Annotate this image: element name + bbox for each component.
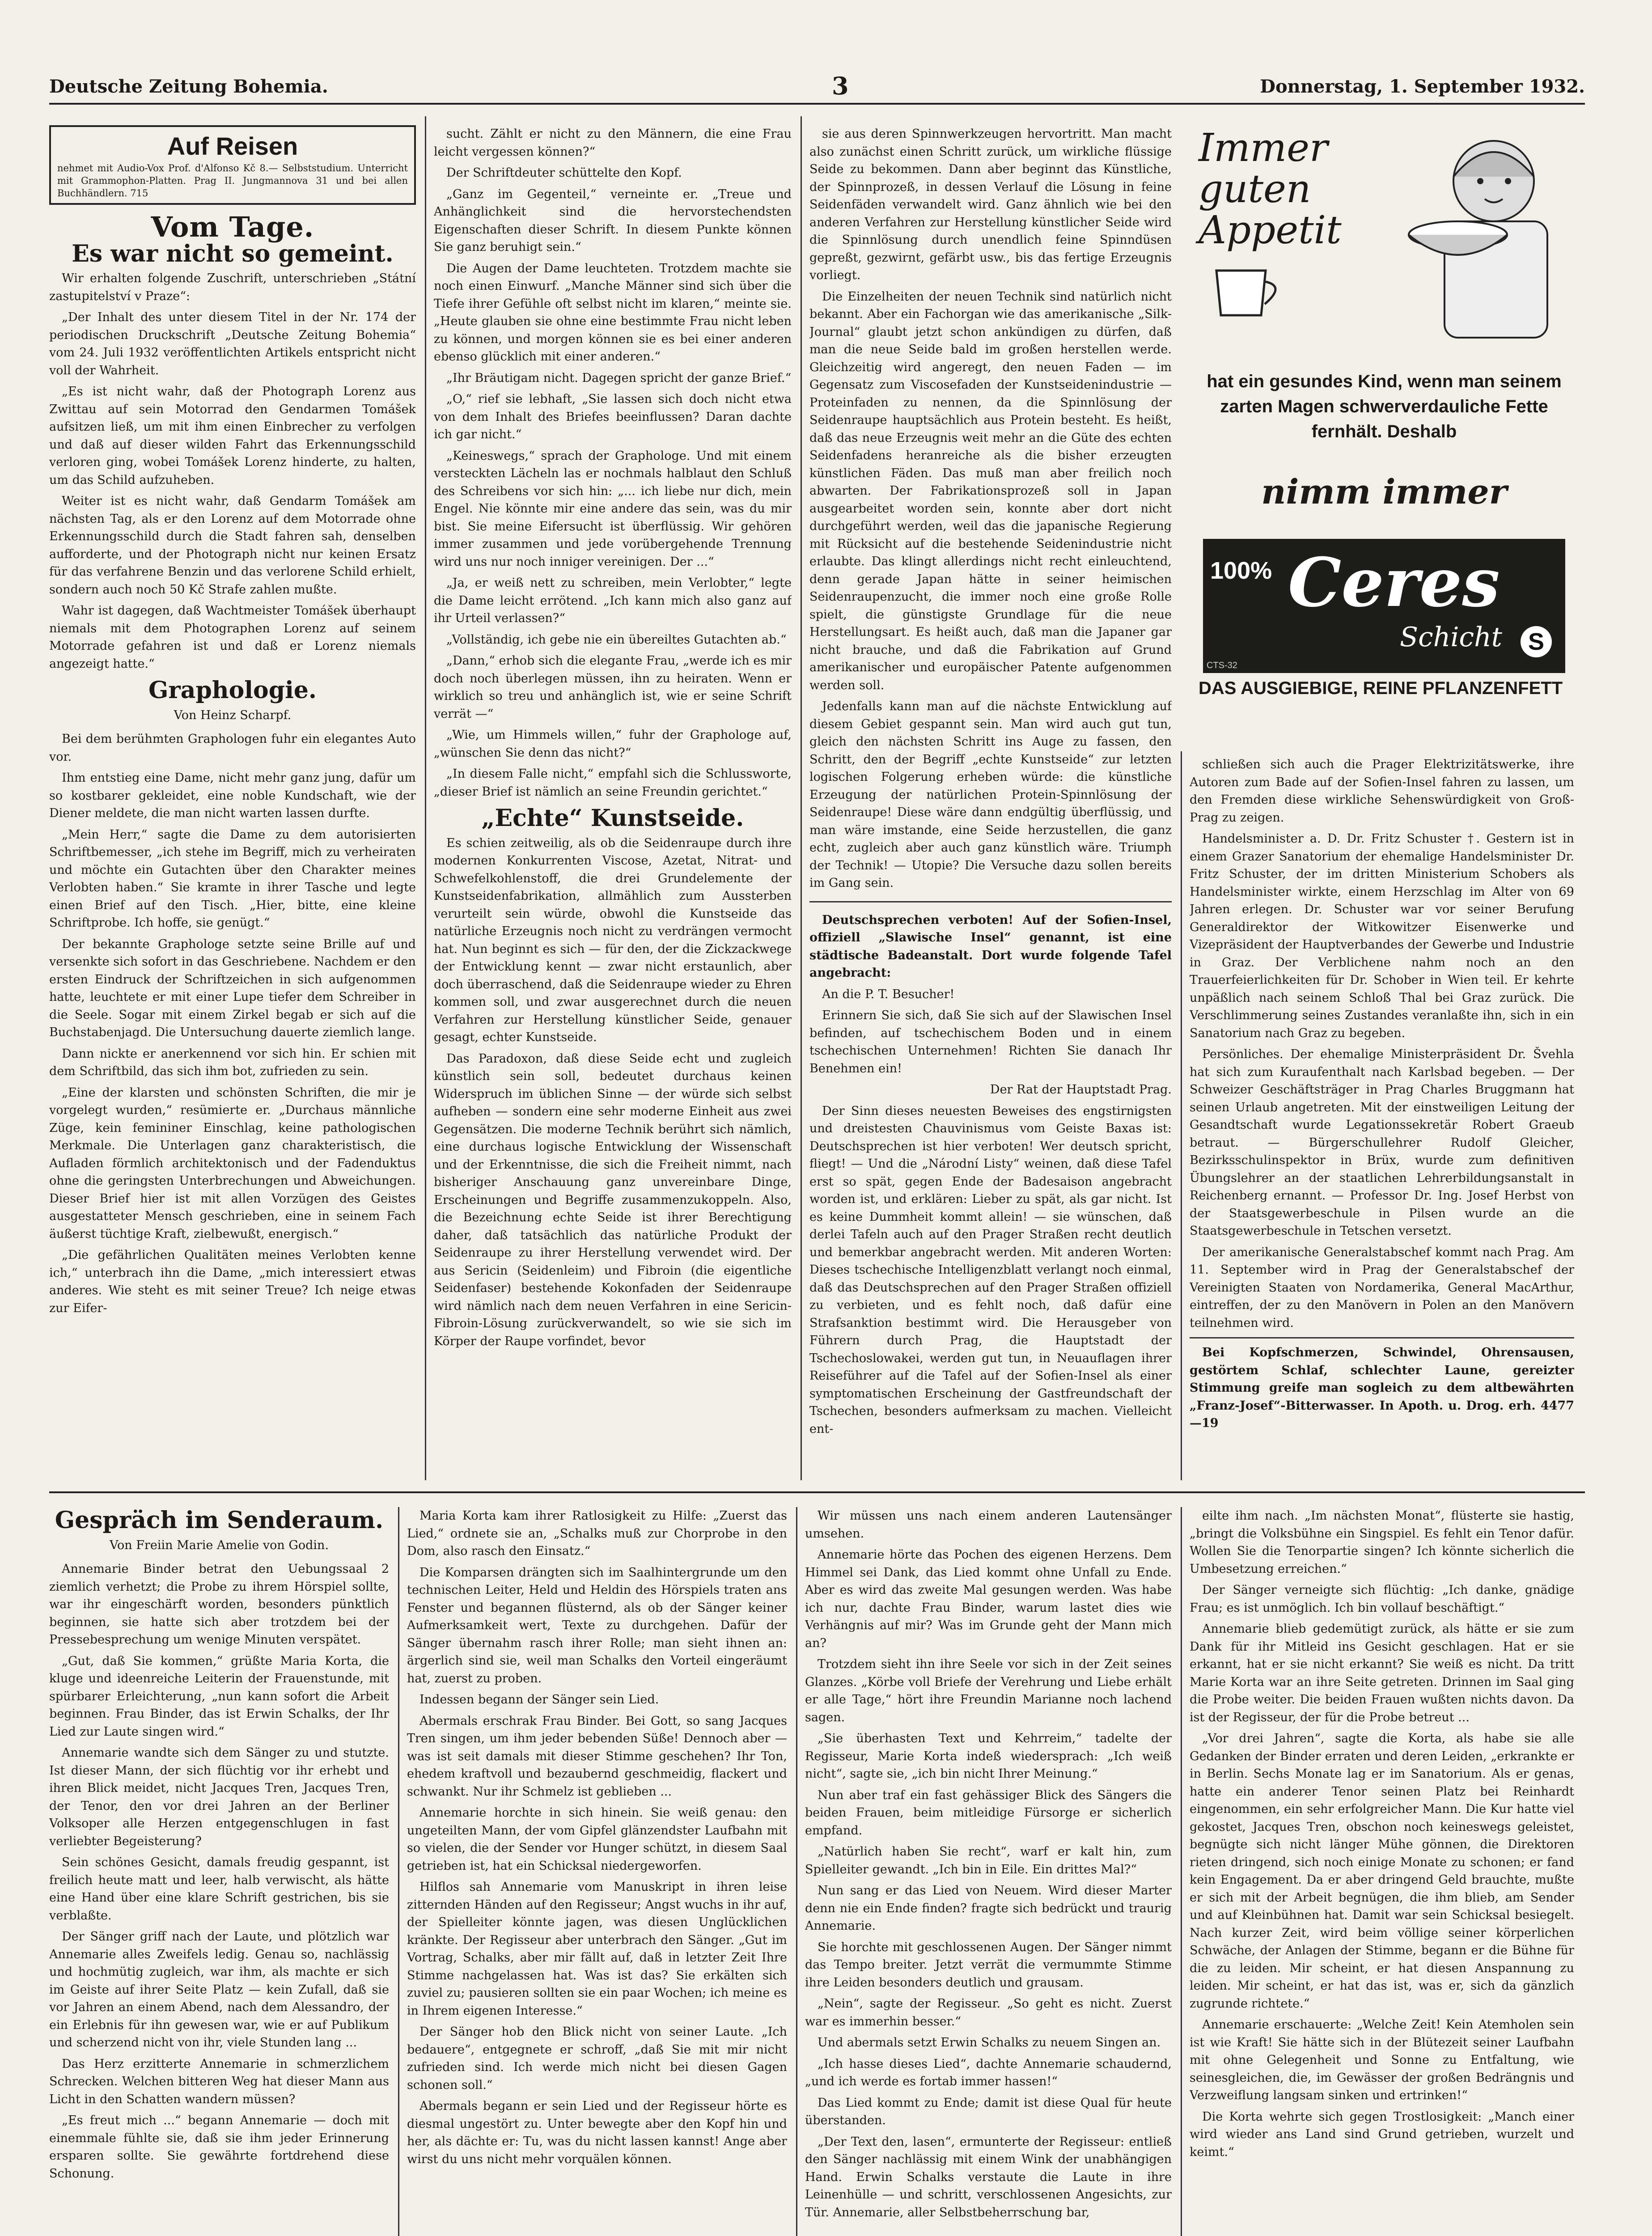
child-illustration [1391, 127, 1570, 342]
paragraph: Indessen begann der Sänger sein Lied. [419, 1693, 659, 1707]
page-number: 3 [832, 72, 849, 100]
paragraph: sie aus deren Spinnwerkzeugen hervortritt. Man macht also zunächst einen Schritt zurück, um wirkliche flüssige Seide zu bekommen. Dann aber beginnt das Künstliche, der Spinnprozeß, in dessen Verlauf die Lösung in feine Seidenfäden verwandelt wird. Ganz ähnlich wie bei den anderen Verfahren zur Herstellung künstlicher Seide wird die Spinnlösung durch unendlich feine Spinndüsen gepreßt, gezwirnt, gefärbt usw., bis das fertige Erzeugnis vorliegt. [809, 127, 1172, 282]
paragraph: Sein schönes Gesicht, damals freudig gespannt, ist freilich heute matt und leer, halb verwischt, als hätte eine Hand über eine klare Schrift gestrichen, bis sie verblaßte. [49, 1855, 389, 1923]
paragraph: Sie horchte mit geschlossenen Augen. Der Sänger nimmt das Tempo breiter. Jetzt verrät die vermummte Stimme ihre Leiden besonders deutlich und grausam. [805, 1940, 1172, 1990]
column-rule [425, 116, 426, 1480]
paragraph: Annemarie erschauerte: „Welche Zeit! Kein Atemholen sein ist wie Kraft! Sie hätte sich in der Blütezeit seiner Laufbahn mit ohne Gelegenheit und Sonne zu Entfaltung, wie seinesgleichen, die, im Gewässer der großen Bedrängnis und Verzweiflung langsam sinken und ertrinken!“ [1190, 2018, 1574, 2102]
ad-code: CTS-32 [1207, 661, 1237, 670]
ceres-brand: Ceres [1288, 543, 1500, 622]
paragraph: Der Schriftdeuter schüttelte den Kopf. [446, 166, 682, 180]
paragraph: „Natürlich haben Sie recht“, warf er kalt hin, zum Spielleiter gewandt. „Ich bin in Eile. Ein drittes Mal?“ [805, 1845, 1172, 1876]
paragraph: „Gut, daß Sie kommen,“ grüßte Maria Korta, die kluge und ideenreiche Leiterin der Frauenstunde, mit spürbarer Erleichterung, „nun kann sofort die Arbeit beginnen. Frau Binder, das ist Erwin Schalks, der Ihr Lied zur Laute singen wird.“ [49, 1654, 389, 1739]
ad-box-text: nehmet mit Audio-Vox Prof. d'Alfonso Kč 8.— Selbststudium. Unterricht mit Grammophon-Platten. Prag II. Jungmannova 31 und bei allen Buchhändlern. 715 [57, 163, 408, 199]
paragraph: „Dann,“ erhob sich die elegante Frau, „werde ich es mir doch noch überlegen müssen, ihn zu heiraten. Wenn er wirklich so treu und anhänglich ist, wie er seine Schrift verrät —“ [434, 654, 792, 721]
paragraph: Ihm entstieg eine Dame, nicht mehr ganz jung, dafür um so kostbarer gekleidet, eine noble Kundschaft, wie der Diener meldete, die man nicht warten lassen durfte. [49, 771, 416, 820]
notice-signature: Der Rat der Hauptstadt Prag. [990, 1083, 1172, 1097]
column-rule [796, 1507, 797, 2236]
paragraph: Wir erhalten folgende Zuschrift, unterschrieben „Státní zastupitelství v Praze“: [49, 271, 416, 303]
paragraph: Trotzdem sieht ihn ihre Seele vor sich in der Zeit seines Glanzes. „Körbe voll Briefe der Verehrung und Liebe erhält er alle Tage,“ hört ihre Freundin Marianne noch lachend sagen. [805, 1657, 1172, 1724]
ceres-percent: 100% [1210, 557, 1272, 584]
paragraph: Bei dem berühmten Graphologen fuhr ein elegantes Auto vor. [49, 732, 416, 764]
column-rule [801, 116, 802, 1480]
paragraph: „O,“ rief sie lebhaft, „Sie lassen sich doch nicht etwa von dem Inhalt des Briefes beeinflussen? Daran dachte ich gar nicht.“ [434, 392, 792, 441]
paragraph: Der Sänger verneigte sich flüchtig: „Ich danke, gnädige Frau; es ist unmöglich. Ich bin vollauf beschäftigt.“ [1190, 1583, 1574, 1615]
paragraph: Das Paradoxon, daß diese Seide echt und zugleich künstlich sein soll, bedeutet durchaus keinen Widerspruch im üblichen Sinne — der würde sich selbst aufheben — sondern eine sehr moderne Einheit aus zwei Gegensätzen. Die moderne Technik berührt sich nämlich, eine durchaus logische Entwicklung der Wissenschaft und der Erkenntnisse, die sich die Freiheit nimmt, nach bisheriger Anschauung ganz unvereinbare Dinge, Erscheinungen und Begriffe zusammenzukoppeln. Also, die Bezeichnung echte Seide ist ihrer Berechtigung daher, daß tatsächlich das natürliche Produkt der Seidenraupe zu ihrer Herstellung verwendet wird. Der aus Sericin (Seidenleim) und Fibroin (die eigentliche Seidenfaser) bestehende Kokonfaden der Seidenraupe wird nämlich nach dem neuen Verfahren in eine Sericin-Fibroin-Lösung zurückverwandelt, so wie sie sich im Körper der Raupe vorfindet, bevor [434, 1051, 792, 1348]
paragraph: Annemarie Binder betrat den Uebungssaal 2 ziemlich verhetzt; die Probe zu ihrem Hörspiel sollte, war ihr eingeschärft worden, besonders pünktlich beginnen, sie hatte sich aber trotzdem bei der Pressebesprechung um wenige Minuten verspätet. [49, 1562, 389, 1647]
paragraph: Nun sang er das Lied von Neuem. Wird dieser Marter denn nie ein Ende finden? fragte sich bedrückt und traurig Annemarie. [805, 1884, 1172, 1933]
paragraph: Die Augen der Dame leuchteten. Trotzdem machte sie noch einen Einwurf. „Manche Männer sind sich über die Tiefe ihrer Gefühle oft selbst nicht im klaren,“ meinte sie. „Heute glauben sie ohne eine bestimmte Frau nicht leben zu können, und morgen können sie es bei einer anderen ebenso glücklich mit einer anderen.“ [434, 261, 792, 364]
paragraph: „Ihr Bräutigam nicht. Dagegen spricht der ganze Brief.“ [446, 371, 792, 385]
ceres-logo [1203, 539, 1565, 673]
article-headline: „Echte“ Kunstseide. [481, 805, 744, 832]
byline: Von Heinz Scharpf. [174, 708, 292, 722]
paragraph: „Sie überhasten Text und Kehrreim,“ tadelte der Regisseur, Marie Korta indeß wiedersprach: „Ich weiß nicht“, sagte sie, „ich bin nicht Ihrer Meinung.“ [805, 1732, 1172, 1781]
paragraph: sucht. Zählt er nicht zu den Männern, die eine Frau leicht vergessen können?“ [434, 127, 792, 159]
paragraph: Abermals begann er sein Lied und der Regisseur hörte es diesmal ungestört zu. Unter bewegte aber den Kopf hin und her, als dächte er: Tu, was du nicht lassen kannst! Ange aber wirst du uns nicht mehr vorquälen können. [407, 2099, 787, 2166]
column-rule [398, 1507, 399, 2236]
paragraph: Weiter ist es nicht wahr, daß Gendarm Tomášek am nächsten Tag, als er den Lorenz auf dem Motorrade ohne Erkennungsschild durch die Stadt fahren sah, denselben aufforderte, und der Photograph nicht nur keinen Ersatz für das verfahrene Benzin und das verlorene Schild erhielt, sondern auch noch 50 Kč Strafe zahlen mußte. [49, 494, 416, 597]
paragraph: Der Sänger griff nach der Laute, und plötzlich war Annemarie alles Zweifels ledig. Genau so, nachlässig und hochmütig zugleich, war ihm, als machte er sich im Geiste auf ihrer Seite Platz — kein Zufall, daß sie vor Jahren an einem Abend, nach dem Alessandro, der ein Erlebnis für ihn gewesen war, wie er auf Publikum und scherzend nicht von ihr, viele Stunden lang ... [49, 1930, 389, 2050]
paragraph: Der bekannte Graphologe setzte seine Brille auf und versenkte sich sofort in das Geschriebene. Nachdem er den ersten Eindruck der Schriftzeichen in sich aufgenommen hatte, leuchtete er mit einer Lupe tiefer dem Schreiber in die Seele. Sogar mit einem Zirkel begab er sich auf die Buchstabenjagd. Die Untersuchung dauerte ziemlich lange. [49, 937, 416, 1039]
article-headline: Es war nicht so gemeint. [72, 240, 394, 267]
paragraph: Das Herz erzitterte Annemarie in schmerzlichem Schrecken. Welchen bitteren Weg hat dieser Mann aus Licht in den Schatten wandern müssen? [49, 2057, 389, 2106]
ad-box-title: Auf Reisen [167, 132, 298, 160]
paragraph: „Eine der klarsten und schönsten Schriften, die mir je vorgelegt wurden,“ resümierte er. „Durchaus männliche Züge, kein femininer Einschlag, keine pathologischen Merkmale. Die Unterlagen ganz charakteristisch, die Aufladen förmlich architektonisch und der Fadenduktus ohne die geringsten Unterbrechungen und Abweichungen. Dieser Brief hier ist mit allen Vorzügen des Geistes ausgestatteter Mensch geschrieben, eine in seinem Fach äußerst tüchtige Kraft, zielbewußt, energisch.“ [49, 1085, 416, 1241]
feuilleton-column-1 [49, 1507, 389, 2236]
paragraph: Jedenfalls kann man auf die nächste Entwicklung auf diesem Gebiet gespannt sein. Man wird auch gut tun, gleich den nächsten Schritt ins Auge zu fassen, den Schritt, den der Begriff „echte Kunstseide“ zur letzten logischen Folgerung erheben würde: die künstliche Erzeugung der natürlichen Protein-Spinnlösung der Seidenraupe! Diese wäre dann endgültig überflüssig, und man wäre imstande, eine Seide herzustellen, die ganz echt, zugleich aber auch ganz künstlich wäre. Triumph der Technik! — Utopie? Die Versuche dazu sollen bereits im Gang sein. [809, 699, 1172, 890]
column-rule [1181, 751, 1182, 1480]
article-headline: Graphologie. [148, 677, 317, 704]
paragraph: „In diesem Falle nicht,“ empfahl sich die Schlussworte, „dieser Brief ist nämlich an seine Freundin gerichtet.“ [434, 767, 792, 799]
section-rule [49, 1491, 1585, 1493]
paragraph: „Es ist nicht wahr, daß der Photograph Lorenz aus Zwittau auf sein Motorrad den Gendarmen Tomášek aufsitzen ließ, um mit ihm einen Einbrecher zu verfolgen und daß auf dieser wilden Fahrt das Erkennungsschild verloren ging, wobei Tomášek Lorenz hinderte, zu halten, um das Schild aufzuheben. [49, 385, 416, 487]
paragraph: Wahr ist dagegen, daß Wachtmeister Tomášek überhaupt niemals mit dem Photographen Lorenz auf seinem Motorrade gefahren ist und daß er Lorenz niemals angezeigt hatte.“ [49, 604, 416, 671]
paragraph: Die Korta wehrte sich gegen Trostlosigkeit: „Manch einer wird wieder ans Land sind Grund getrieben, wurzelt und keimt.“ [1190, 2109, 1574, 2159]
issue-date: Donnerstag, 1. September 1932. [1260, 76, 1585, 97]
ad-cta: nimm immer [1261, 472, 1507, 512]
column-4 [1190, 756, 1574, 1485]
column-1 [49, 125, 416, 1485]
paragraph: „Keineswegs,“ sprach der Graphologe. Und mit einem versteckten Lächeln las er nochmals halblaut den Schluß des Schreibens vor sich hin: „... ich liebe nur dich, mein Engel. Nie könnte mir eine andere das sein, was du mir bist. Sie meine Eifersucht ist überflüssig. Wir gehören immer zusammen und jede vorübergehende Trennung wird uns nur noch inniger vereinigen. Der ...“ [434, 449, 792, 569]
ad-body: hat ein gesundes Kind, wenn man seinem zarten Magen schwerverdauliche Fette fernhält. Deshalb [1207, 372, 1562, 441]
paragraph: Maria Korta kam ihrer Ratlosigkeit zu Hilfe: „Zuerst das Lied,“ ordnete sie an, „Schalks muß zur Chorprobe in den Dom, also rasch den Einsatz.“ [407, 1509, 787, 1558]
notice-heading: An die P. T. Besucher! [822, 987, 955, 1001]
paragraph: Deutschsprechen verboten! Auf der Sofien-Insel, offiziell „Slawische Insel“ genannt, ist eine städtische Badeanstalt. Dort wurde folgende Tafel angebracht: [809, 913, 1172, 980]
notice-text: Erinnern Sie sich, daß Sie sich auf der Slawischen Insel befinden, auf tschechischem Boden und in einem tschechischen Unternehmen! Richten Sie danach Ihr Benehmen ein! [809, 1008, 1172, 1076]
feuilleton-column-4 [1190, 1507, 1574, 2236]
paragraph: Und abermals setzt Erwin Schalks zu neuem Singen an. [818, 2036, 1161, 2050]
paragraph: Abermals erschrak Frau Binder. Bei Gott, so sang Jacques Tren singen, um ihm jeder bebenden Süße! Dennoch aber — was ist seit damals mit dieser Stimme geschehen? Ihr Ton, ehedem kraftvoll und bezaubernd geschmeidig, flackert und schwankt. Nur ihr Schmelz ist geblieben ... [407, 1714, 787, 1799]
paragraph: „Ich hasse dieses Lied“, dachte Annemarie schaudernd, „und ich werde es fortab immer hassen!“ [805, 2057, 1172, 2088]
paragraph: eilte ihm nach. „Im nächsten Monat“, flüsterte sie hastig, „bringt die Volksbühne ein Singspiel. Es fehlt ein Tenor dafür. Wollen Sie die Tenorpartie singen? Ich könnte sicherlich die Umbesetzung erreichen.“ [1190, 1509, 1574, 1576]
ad-slogan: DAS AUSGIEBIGE, REINE PFLANZENFETT [1199, 678, 1563, 698]
paragraph: Die Komparsen drängten sich im Saalhintergrunde um den technischen Leiter, Held und Heldin des Hörspiels traten ans Fenster und begannen flüsternd, als ob der Sänger keiner Aufmerksamkeit wert, Texte zu durchgehen. Dafür der Sänger übernahm rasch ihrer Rolle; man sieht ihnen an: ärgerlich sind sie, weil man Schalks den Vorteil eingeräumt hat, zuerst zu proben. [407, 1565, 787, 1685]
paragraph: Der Sänger hob den Blick nicht von seiner Laute. „Ich bedauere“, entgegnete er schroff, „daß Sie mit mir nicht zufrieden sind. Ich werde mich nicht bei diesen Gagen schonen soll.“ [407, 2025, 787, 2092]
paragraph: „Ganz im Gegenteil,“ verneinte er. „Treue und Anhänglichkeit sind die hervorstechendsten Eigenschaften dieser Schrift. In diesem Punkte können Sie ganz beruhigt sein.“ [434, 187, 792, 254]
ceres-advertisement [1199, 127, 1570, 740]
paragraph: Es schien zeitweilig, als ob die Seidenraupe durch ihre modernen Konkurrenten Viscose, Azetat, Nitrat- und Schwefelkohlenstoff, die drei Grundelemente der Kunstseidenfabrikation, allmählich zum Aussterben verurteilt sein würde, obwohl die Kunstseide das natürliche Erzeugnis noch nicht zu verdrängen vermocht hat. Nun beginnt es sich — für den, der die Zickzackwege der Entwicklung kennt — zwar nicht erstaunlich, aber doch überraschend, daß die Seidenraupe wieder zu Ehren kommen soll, und zwar ausgerechnet durch die neuen Verfahren zur Herstellung künstlicher Seide, genauer gesagt, echter Kunstseide. [434, 836, 792, 1044]
paragraph: „Wie, um Himmels willen,“ fuhr der Graphologe auf, „wünschen Sie denn das nicht?“ [434, 728, 792, 760]
paragraph: Dann nickte er anerkennend vor sich hin. Er schien mit dem Schriftbild, das sich ihm bot, zufrieden zu sein. [49, 1046, 416, 1078]
paragraph: Annemarie wandte sich dem Sänger zu und stutzte. Ist dieser Mann, der sich flüchtig vor ihr erhebt und ihren Blick meidet, nicht Jacques Tren, Jacques Tren, der Tenor, den vor drei Jahren an der Berliner Volksoper alle Herzen entgegenschlugen in fast verliebter Begeisterung? [49, 1746, 389, 1848]
paragraph: Annemarie blieb gedemütigt zurück, als hätte er sie zum Dank für ihr Mitleid ins Gesicht geschlagen. Hat er sie erkannt, hat er sie nicht erkannt? Sie weiß es nicht. Da tritt Marie Korta war an ihre Seite getreten. Drinnen im Saal ging die Probe weiter. Die beiden Frauen wußten nichts davon. Da ist der Regisseur, der für die Probe betreut ... [1190, 1622, 1574, 1724]
paragraph: „Mein Herr,“ sagte die Dame zu dem autorisierten Schriftbemesser, „ich stehe im Begriff, mich zu verheiraten und möchte ein Gutachten über den Charakter meines Verlobten haben.“ Sie kramte in ihrer Tasche und legte einen Brief auf den Tisch. „Hier, bitte, eine kleine Schriftprobe. Ich hoffe, sie genügt.“ [49, 827, 416, 930]
feuilleton-column-2 [407, 1507, 787, 2236]
paragraph: Bei Kopfschmerzen, Schwindel, Ohrensausen, gestörtem Schlaf, schlechter Laune, gereizter Stimmung greife man sogleich zu dem altbewährten „Franz-Josef“-Bitterwasser. In Apoth. u. Drog. erh. 4477—19 [1190, 1346, 1574, 1430]
paragraph: „Vor drei Jahren“, sagte die Korta, als habe sie alle Gedanken der Binder erraten und deren Leiden, „erkrankte er in Berlin. Sechs Monate lag er im Sanatorium. Als er genas, hatte ein anderer Tenor seinen Platz bei Reinhardt eingenommen, ein sehr erfolgreicher Mann. Die Kur hatte viel gekostet, Jacques Tren, obschon noch keineswegs geleistet, begnügte sich nicht länger Mühe gönnen, die Direktoren rieten dringend, sich noch einige Monate zu schonen; er fand kein Engagement. Da er aber dringend Geld brauchte, mußte er sich mit der Arbeit begnügen, die ihm blieb, am Sender und auf Kleinbühnen hat. Damit war sein Schicksal besiegelt. Nach kurzer Zeit, wird beim völlige seiner körperlichen Schwäche, der Anlagen der Stimme, begann er die Bühne für die zu leiden. Mir scheint, er hat diesen Anspannung zu leiden. Mir scheint, er hat das ist, was er, sich da gänzlich zugrunde richtete.“ [1190, 1732, 1574, 2011]
column-3 [809, 125, 1172, 1485]
paragraph: Die Einzelheiten der neuen Technik sind natürlich nicht bekannt. Aber ein Fachorgan wie das amerikanische „Silk-Journal“ glaubt jetzt schon ankündigen zu dürfen, daß man die neue Seide bald im großen herstellen werde. Gleichzeitig wird angeregt, den neuen Faden — im Gegensatz zum Viscosefaden der Kunstseidenindustrie — Proteinfaden zu nennen, da die Spinnlösung der Seidenraupe hauptsächlich aus Protein besteht. Es heißt, daß das neue Erzeugnis weit mehr an die Güte des echten Seidenfadens heranreiche als die bisher erzeugten künstlichen Fäden. Das muß man aber freilich noch abwarten. Der Fabrikationsprozeß soll in Japan ausgearbeitet worden sein, konnte aber dort nicht durchgeführt werden, weil das die japanische Regierung mit Rücksicht auf die bestehende Seidenindustrie nicht erlaubte. Das klingt allerdings nicht recht einleuchtend, denn gerade Japan hätte in seiner heimischen Seidenraupenzucht, die immer noch eine große Rolle spielt, die günstigste Grundlage für die neue Herstellungsart. Es heißt auch, daß man die Japaner gar nicht brauche, und daß die Fabrikation auf Grund amerikanischer und europäischer Patente aufgenommen werden soll. [809, 289, 1172, 692]
ceres-sub: Schicht [1400, 622, 1502, 653]
byline: Von Freiin Marie Amelie von Godin. [109, 1538, 329, 1552]
masthead-left: Deutsche Zeitung Bohemia. [49, 76, 328, 97]
paragraph: Persönliches. Der ehemalige Ministerpräsident Dr. Švehla hat sich zum Kuraufenthalt nach Karlsbad begeben. — Der Schweizer Geschäftsträger in Prag Charles Bruggmann hat seinen Urlaub angetreten. Mit der einstweiligen Leitung der Gesandtschaft wurde Legationssekretär Robert Graeub betraut. — Bürgerschullehrer Rudolf Gleicher, Bezirksschulinspektor in Brüx, wurde zum definitiven Übungslehrer an der staatlichen Lehrerbildungsanstalt in Reichenberg ernannt. — Professor Dr. Ing. Josef Herbst von der Staatsgewerbeschule in Pilsen wurde an die Staatsgewerbeschule in Tetschen versetzt. [1190, 1047, 1574, 1238]
paragraph: Annemarie horchte in sich hinein. Sie weiß genau: den ungeteilten Mann, der vom Gipfel glänzendster Laufbahn mit so vielen, die der Sender vor Hunger schützt, in diesem Saal getrieben ist, hat ein Schicksal niedergeworfen. [407, 1806, 787, 1873]
column-2 [434, 125, 792, 1485]
paragraph: Der amerikanische Generalstabschef kommt nach Prag. Am 11. September wird in Prag der Generalstabschef der Vereinigten Staaten von Nordamerika, General MacArthur, eintreffen, der zu den Manövern in Polen an den Manövern teilnehmen wird. [1190, 1245, 1574, 1330]
page-header [49, 72, 1585, 105]
cup-illustration [1207, 262, 1288, 324]
ceres-s-badge: S [1521, 626, 1552, 657]
article-headline: Gespräch im Senderaum. [55, 1507, 384, 1534]
feuilleton-column-3 [805, 1507, 1172, 2236]
paragraph: Handelsminister a. D. Dr. Fritz Schuster †. Gestern ist in einem Grazer Sanatorium der ehemalige Handelsminister Dr. Fritz Schuster, der im dritten Ministerium Schobers als Handelsminister wirkte, einem Herzschlag im Alter von 69 Jahren erlegen. Dr. Schuster war vor seiner Berufung Generaldirektor der Witkowitzer Eisenwerke und Vizepräsident der Hauptverbandes der Gewerbe und Industrie in Graz. Der Verblichene nahm noch an den Trauerfeierlichkeiten für Dr. Schober in Wien teil. Er kehrte unpäßlich nach seinem Schloß Thal bei Graz zurück. Die Verschlimmerung seines Zustandes veranlaßte ihn, sich in ein Sanatorium nach Graz zu begeben. [1190, 832, 1574, 1040]
paragraph: Wir müssen uns nach einem anderen Lautensänger umsehen. [805, 1509, 1172, 1541]
paragraph: „Vollständig, ich gebe nie ein übereiltes Gutachten ab.“ [446, 632, 787, 647]
divider [809, 901, 1172, 902]
divider [1190, 1337, 1574, 1338]
paragraph: Das Lied kommt zu Ende; damit ist diese Qual für heute überstanden. [805, 2096, 1172, 2127]
ad-headline: Immer guten Appetit [1199, 126, 1342, 253]
paragraph: „Es freut mich ...“ begann Annemarie — doch mit einemmale fühlte sie, daß sie ihm jeder Erinnerung ersparen sollte. Sie gewährte fortdrehend diese Schonung. [49, 2113, 389, 2181]
paragraph: „Der Text den, lasen“, ermunterte der Regisseur: entließ den Sänger nachlässig mit einem Wink der unabhängigen Hand. Erwin Schalks verstaute die Laute in ihre Leinenhülle — und schritt, verschlossenen Angesichts, zur Tür. Annemarie, aller Selbstbeherrschung bar, [805, 2134, 1172, 2219]
paragraph: „Nein“, sagte der Regisseur. „So geht es nicht. Zuerst war es immerhin besser.“ [805, 1997, 1172, 2028]
paragraph: „Der Inhalt des unter diesem Titel in der Nr. 174 der periodischen Druckschrift „Deutsche Zeitung Bohemia“ vom 24. Juli 1932 veröffentlichten Artikels entspricht nicht voll der Wahrheit. [49, 310, 416, 377]
paragraph: Nun aber traf ein fast gehässiger Blick des Sängers die beiden Frauen, beim mitleidige Fürsorge er sicherlich empfand. [805, 1788, 1172, 1838]
paragraph: „Ja, er weiß nett zu schreiben, mein Verlobter,“ legte die Dame leicht errötend. „Ich kann mich also ganz auf ihr Urteil verlassen?“ [434, 576, 792, 625]
paragraph: Der Sinn dieses neuesten Beweises des engstirnigsten und dreistesten Chauvinismus vom Geiste Baxas ist: Deutschsprechen ist hier verboten! Wer deutsch spricht, fliegt! — Und die „Národní Listy“ weinen, daß diese Tafel erst so spät, gegen Ende der Badesaison angebracht worden ist, und erklären: Lieber zu spät, als gar nicht. Ist es keine Dummheit kommt allein! — sie wünschen, daß derlei Tafeln auch auf den Prager Straßen recht deutlich und bemerkbar angebracht werden. Mit anderen Worten: Dieses tschechische Intelligenzblatt verlangt noch einmal, daß das Deutschsprechen auf den Prager Straßen offiziell zu verbieten, und es fehlt noch, daß dafür eine Strafsanktion bestimmt wird. Die Herausgeber von Führern durch Prag, die Hauptstadt der Tschechoslowakei, werden gut tun, in Neuauflagen ihrer Reiseführer auf die Tafel auf der Sofien-Insel als einer symptomatischen Erscheinung der Gastfreundschaft der Tschechen, besonders aufmerksam zu machen. Vielleicht ent- [809, 1104, 1172, 1436]
column-rule [1181, 1507, 1182, 2236]
classified-ad-box [49, 125, 416, 205]
paragraph: „Die gefährlichen Qualitäten meines Verlobten kenne ich,“ unterbrach ihn die Dame, „mich interessiert etwas anderes. Wie steht es mit seiner Treue? Ich neige etwas zur Eifer- [49, 1248, 416, 1315]
section-title: Vom Tage. [151, 211, 314, 243]
paragraph: schließen sich auch die Prager Elektrizitätswerke, ihre Autoren zum Bade auf der Sofien-Insel fahren zu lassen, um den Fremden diese wirkliche Sehenswürdigkeit von Groß-Prag zu zeigen. [1190, 758, 1574, 825]
paragraph: Annemarie hörte das Pochen des eigenen Herzens. Dem Himmel sei Dank, das Lied kommt ohne Unfall zu Ende. Aber es wird das zweite Mal gesungen werden. Was habe ich nur, dachte Frau Binder, warum lastet dies wie Verhängnis auf mir? Was im Grunde geht der Mann mich an? [805, 1548, 1172, 1650]
paragraph: Hilflos sah Annemarie vom Manuskript in ihren leise zitternden Händen auf den Regisseur; Angst wuchs in ihr auf, der Spielleiter könnte jagen, was diesen Unglücklichen kränkte. Der Regisseur aber unterbrach den Sänger. „Gut im Vortrag, Schalks, aber mir fällt auf, daß in letzter Zeit Ihre Stimme nachgelassen hat. Was ist das? Sie erkälten sich zuviel zu; pausieren sollten sie ein paar Wochen; ich meine es in Ihrem eigenen Interesse.“ [407, 1880, 787, 2018]
